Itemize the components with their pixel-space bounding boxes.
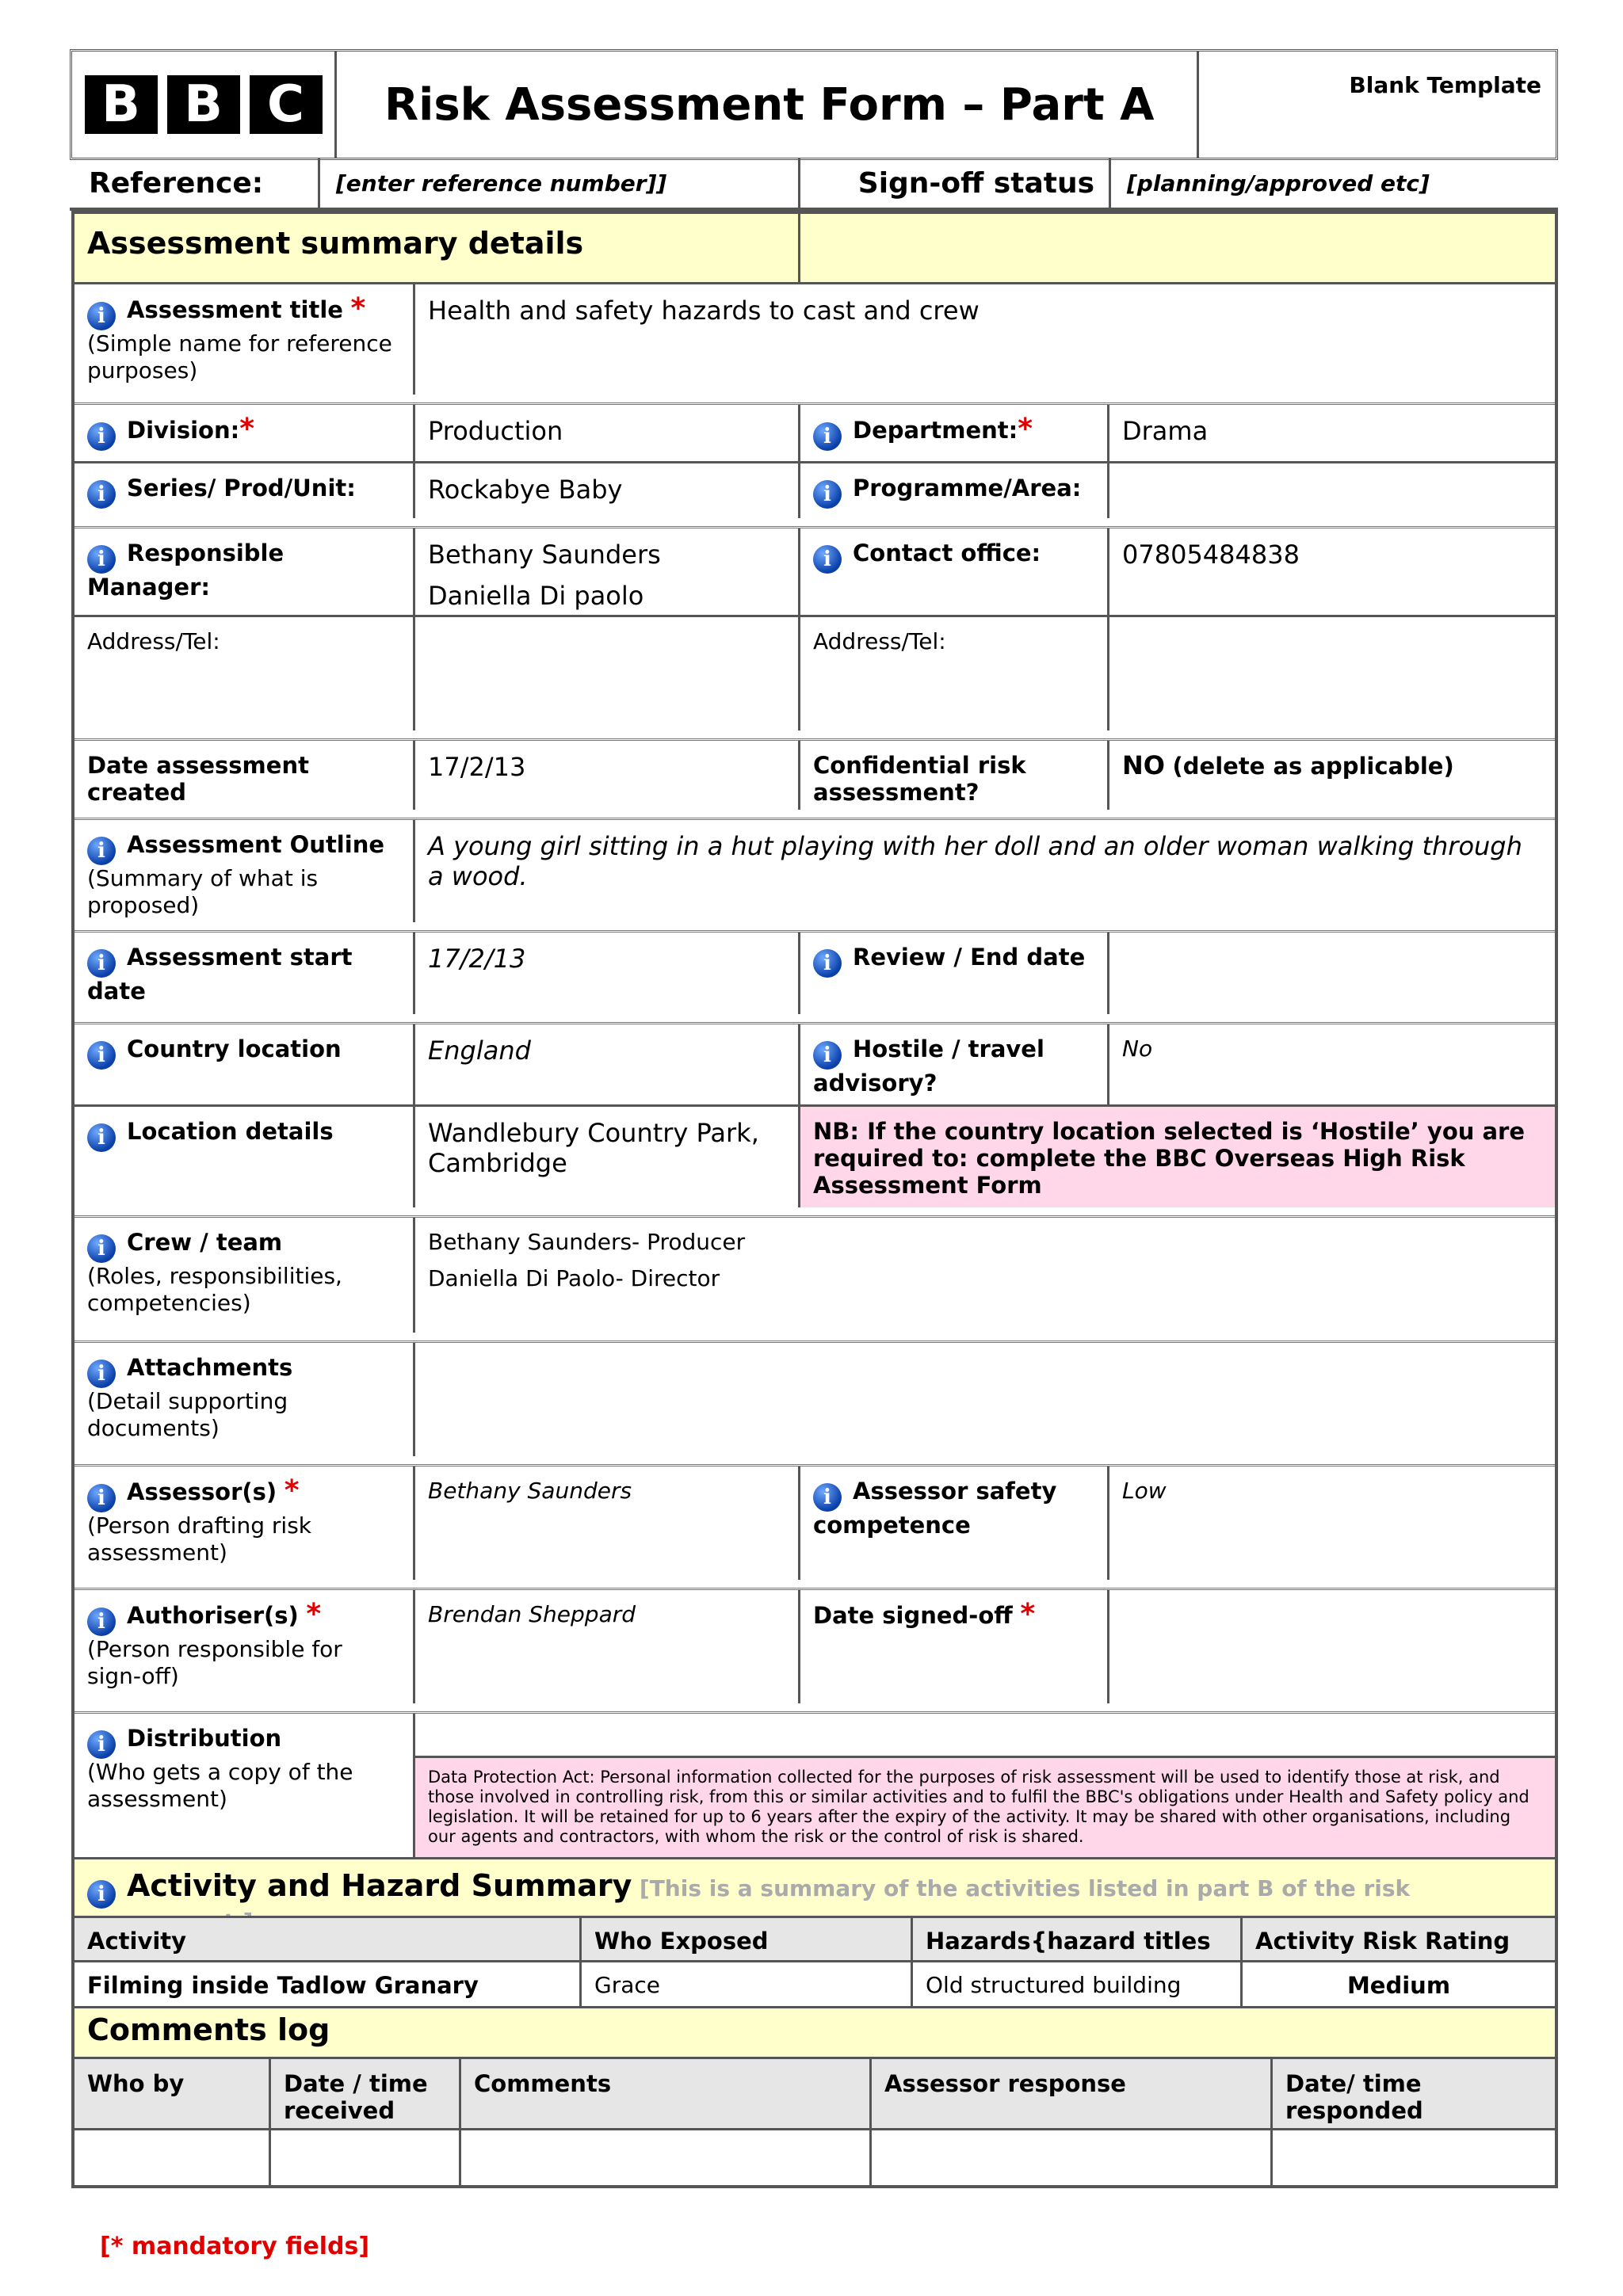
- assessor-response-cell[interactable]: [872, 2130, 1273, 2185]
- assessment-title-field[interactable]: Health and safety hazards to cast and crew: [428, 296, 980, 326]
- country-label: i Country location: [74, 1024, 415, 1104]
- assessors-label: i Assessor(s) * (Person drafting risk assessment): [74, 1466, 415, 1580]
- info-icon[interactable]: i: [87, 949, 116, 978]
- activity-cell[interactable]: Filming inside Tadlow Granary: [74, 1962, 582, 2006]
- column-header: Activity Risk Rating: [1255, 1928, 1510, 1955]
- comments-heading-row: [74, 2006, 1555, 2057]
- crew-field[interactable]: Bethany Saunders- Producer Daniella Di Paolo- Director: [428, 1229, 746, 1291]
- department-label: i Department:*: [800, 405, 1109, 461]
- column-header: Assessor response: [872, 2059, 1273, 2128]
- distribution-cell: [415, 1714, 1555, 1857]
- info-icon[interactable]: i: [813, 545, 842, 574]
- assessors-field[interactable]: Bethany Saunders: [415, 1466, 800, 1580]
- hostile-field[interactable]: No: [1122, 1035, 1153, 1062]
- review-date-label: i Review / End date: [800, 933, 1109, 1014]
- info-icon[interactable]: i: [87, 1234, 116, 1263]
- column-header: Date / time received: [271, 2059, 461, 2128]
- department-field[interactable]: Drama: [1122, 416, 1209, 446]
- division-row: [74, 402, 1555, 461]
- activity-table-header: [74, 1916, 1555, 1960]
- column-header: Hazards{hazard titles: [913, 1918, 1243, 1960]
- start-date-field[interactable]: 17/2/13: [415, 933, 800, 1014]
- start-date-row: [74, 930, 1555, 1014]
- outline-field[interactable]: A young girl sitting in a hut playing with her doll and an older woman walking through a wood.: [428, 831, 1522, 891]
- risk-rating-cell[interactable]: Medium: [1346, 1972, 1451, 1999]
- safety-competence-field[interactable]: Low: [1122, 1478, 1167, 1504]
- info-icon[interactable]: i: [813, 422, 842, 451]
- page-title: Risk Assessment Form – Part A: [337, 51, 1199, 158]
- logo-letter: B: [85, 75, 158, 134]
- distribution-label: i Distribution (Who gets a copy of the assessment): [74, 1714, 415, 1857]
- series-row: [74, 461, 1555, 518]
- logo-letter: C: [250, 75, 323, 134]
- address-field-right[interactable]: [1109, 617, 1555, 730]
- crew-row: [74, 1215, 1555, 1333]
- table-row: [74, 1960, 1555, 2006]
- attachments-label: i Attachments (Detail supporting documents): [74, 1343, 415, 1456]
- hostile-label: i Hostile / travel advisory?: [800, 1024, 1109, 1104]
- programme-label: i Programme/Area:: [800, 463, 1109, 518]
- date-signed-label: Date signed-off *: [800, 1590, 1109, 1703]
- column-header: Who Exposed: [582, 1918, 913, 1960]
- info-icon[interactable]: i: [87, 1123, 116, 1152]
- column-header: Who by: [74, 2059, 271, 2128]
- info-icon[interactable]: i: [813, 1483, 842, 1512]
- address-label-right: Address/Tel:: [800, 617, 1109, 730]
- info-icon[interactable]: i: [813, 480, 842, 509]
- info-icon[interactable]: i: [87, 480, 116, 509]
- table-row: [74, 2128, 1555, 2185]
- division-field[interactable]: Production: [415, 405, 800, 461]
- manager-row: [74, 526, 1555, 615]
- column-header: Date/ time responded: [1285, 2070, 1423, 2124]
- activity-heading: i Activity and Hazard Summary [This is a summary of the activities listed in part B of the risk: [74, 1859, 1555, 1916]
- comment-who-cell[interactable]: [74, 2130, 271, 2185]
- form-header: [70, 49, 1558, 160]
- outline-row: [74, 818, 1555, 922]
- info-icon[interactable]: i: [87, 1360, 116, 1388]
- logo-letter: B: [167, 75, 240, 134]
- assessment-title-row: [74, 282, 1555, 395]
- who-exposed-cell[interactable]: Grace: [582, 1962, 913, 2006]
- summary-heading-row: [74, 214, 1555, 282]
- confidential-field[interactable]: NO (delete as applicable): [1122, 750, 1454, 780]
- safety-competence-label: i Assessor safety competence: [800, 1466, 1109, 1580]
- crew-label: i Crew / team (Roles, responsibilities, competencies): [74, 1218, 415, 1333]
- column-header: Comments: [461, 2059, 872, 2128]
- signoff-status-label: Sign-off status: [800, 158, 1111, 208]
- programme-field[interactable]: [1109, 463, 1555, 518]
- manager-field[interactable]: Bethany Saunders Daniella Di paolo: [415, 528, 800, 615]
- template-label: Blank Template: [1349, 72, 1541, 98]
- location-label: i Location details: [74, 1107, 415, 1207]
- outline-label: i Assessment Outline (Summary of what is proposed): [74, 820, 415, 922]
- attachments-field[interactable]: [415, 1343, 1555, 1456]
- contact-office-label: i Contact office:: [800, 528, 1109, 615]
- division-label: i Division:*: [74, 405, 415, 461]
- address-row: [74, 615, 1555, 730]
- manager-label: i Responsible Manager:: [74, 528, 415, 615]
- activity-heading-row: [74, 1857, 1555, 1916]
- series-label: i Series/ Prod/Unit:: [74, 463, 415, 518]
- section-heading-blank: [800, 214, 1555, 282]
- column-header: Activity: [74, 1918, 582, 1960]
- info-icon[interactable]: i: [87, 1730, 116, 1759]
- info-icon[interactable]: i: [87, 1041, 116, 1070]
- authorisers-label: i Authoriser(s) * (Person responsible for sign-off): [74, 1590, 415, 1703]
- info-icon[interactable]: i: [87, 1608, 116, 1636]
- authorisers-row: [74, 1588, 1555, 1703]
- info-icon[interactable]: i: [813, 1041, 842, 1070]
- date-signed-field[interactable]: [1109, 1590, 1555, 1703]
- date-created-label: Date assessment created: [74, 741, 415, 810]
- authorisers-field[interactable]: Brendan Sheppard: [415, 1590, 800, 1703]
- distribution-row: [74, 1711, 1555, 1857]
- mandatory-fields-note: [* mandatory fields]: [100, 2233, 370, 2260]
- distribution-field[interactable]: [415, 1714, 1555, 1758]
- comments-table-header: [74, 2057, 1555, 2128]
- comments-heading: Comments log: [87, 2012, 330, 2047]
- address-field-left[interactable]: [415, 617, 800, 730]
- info-icon[interactable]: i: [87, 1484, 116, 1512]
- reference-label: Reference:: [70, 158, 320, 208]
- review-date-field[interactable]: [1109, 933, 1555, 1014]
- info-icon[interactable]: i: [87, 545, 116, 574]
- address-label-left: Address/Tel:: [74, 617, 415, 730]
- attachments-row: [74, 1341, 1555, 1456]
- info-icon[interactable]: i: [87, 1880, 116, 1909]
- info-icon[interactable]: i: [87, 837, 116, 865]
- info-icon[interactable]: i: [813, 949, 842, 978]
- date-created-row: [74, 738, 1555, 810]
- assessors-row: [74, 1464, 1555, 1580]
- bbc-logo: [72, 51, 337, 158]
- responded-date-cell[interactable]: [1273, 2130, 1555, 2185]
- date-created-field[interactable]: 17/2/13: [415, 741, 800, 810]
- hostile-notice: NB: If the country location selected is ‘Hostile’ you are required to: complete the BBC Overseas High Risk Assessment Form: [800, 1107, 1555, 1207]
- comment-date-cell[interactable]: [271, 2130, 461, 2185]
- assessment-form: [71, 211, 1558, 2188]
- start-date-label: i Assessment start date: [74, 933, 415, 1014]
- country-row: [74, 1022, 1555, 1104]
- reference-field[interactable]: [enter reference number]]: [320, 158, 800, 208]
- location-row: [74, 1104, 1555, 1207]
- reference-row: [70, 158, 1558, 211]
- hazard-cell[interactable]: Old structured building: [913, 1962, 1243, 2006]
- info-icon[interactable]: i: [87, 302, 116, 330]
- comment-text-cell[interactable]: [461, 2130, 872, 2185]
- series-field[interactable]: Rockabye Baby: [415, 463, 800, 518]
- contact-office-field[interactable]: 07805484838: [1122, 540, 1300, 570]
- section-heading: Assessment summary details: [74, 214, 800, 282]
- country-field[interactable]: England: [415, 1024, 800, 1104]
- data-protection-notice: Data Protection Act: Personal information collected for the purposes of risk assessment will be used to identify those at risk, and those involved in controlling risk, from this or similar activities and to fulfil the BBC's obligations under Health and Safety policy and legislation. It will be retained for up to 6 years after the expiry of the activity. It may be shared with other organisations, including our agents and contractors, with whom the risk or the control of risk is shared.: [415, 1758, 1555, 1857]
- assessment-title-label: i Assessment title * (Simple name for reference purposes): [74, 284, 415, 395]
- location-field[interactable]: Wandlebury Country Park, Cambridge: [415, 1107, 800, 1207]
- confidential-label: Confidential risk assessment?: [800, 741, 1109, 810]
- signoff-status-field[interactable]: [planning/approved etc]: [1127, 170, 1430, 196]
- info-icon[interactable]: i: [87, 422, 116, 451]
